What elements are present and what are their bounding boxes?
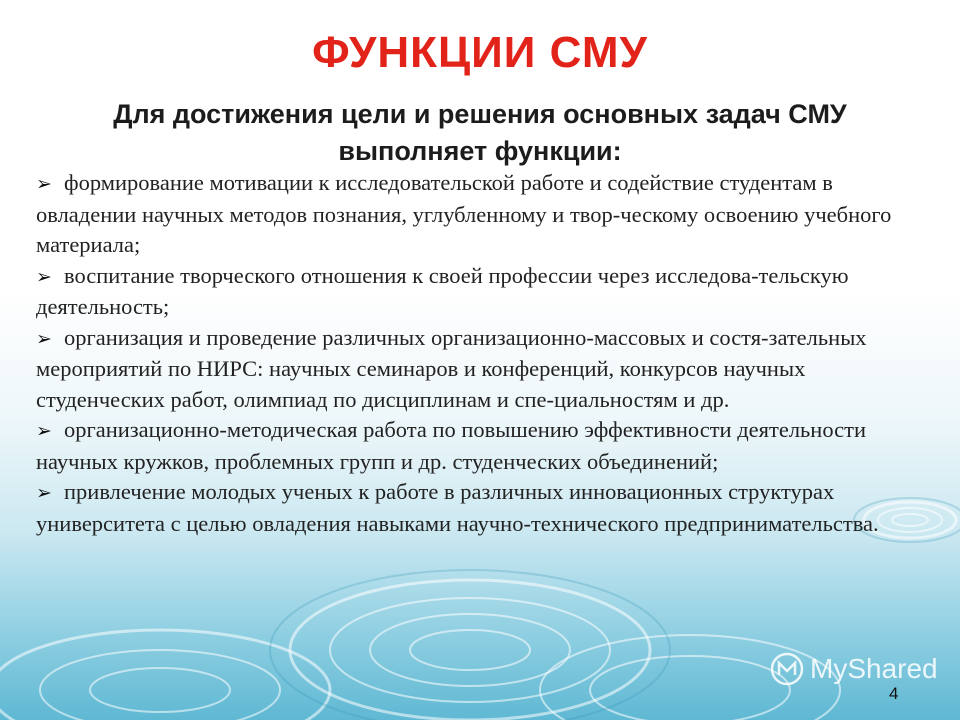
list-item-text: организационно-методическая работа по повышению эффективности деятельности научных кружков, проблемных групп и др. студенческих объединений; xyxy=(36,417,867,474)
arrow-bullet-icon: ➢ xyxy=(36,420,52,442)
myshared-logo-icon xyxy=(770,652,804,686)
list-item xyxy=(36,323,922,416)
list-item xyxy=(36,261,922,323)
slide-title: ФУНКЦИИ СМУ xyxy=(312,28,648,77)
watermark-text: MyShared xyxy=(810,653,938,684)
slide-subtitle: Для достижения цели и решения основных задач СМУ выполняет функции: xyxy=(113,99,847,166)
page-number: 4 xyxy=(889,684,899,703)
arrow-bullet-icon: ➢ xyxy=(36,327,52,350)
myshared-watermark xyxy=(770,652,938,686)
arrow-bullet-icon: ➢ xyxy=(36,173,52,195)
list-item-text: организация и проведение различных организационно-массовых и состя-зательных мероприятий по НИРС: научных семинаров и конференций, конкурсов научных студенческих работ, олимпиад по дисциплинам и спе-циальностям и др. xyxy=(36,324,867,412)
list-item-text: формирование мотивации к исследовательской работе и содействие студентам в овладении научных методов познания, углубленному и твор-ческому освоению учебного материала; xyxy=(36,170,892,257)
list-item xyxy=(36,415,922,477)
list-item xyxy=(36,477,922,539)
list-item xyxy=(36,168,922,261)
arrow-bullet-icon: ➢ xyxy=(36,482,52,504)
list-item-text: воспитание творческого отношения к своей профессии через исследова-тельскую деятельность; xyxy=(36,262,849,319)
arrow-bullet-icon: ➢ xyxy=(36,265,52,288)
functions-list xyxy=(36,168,922,539)
list-item-text: привлечение молодых ученых к работе в различных инновационных структурах университета с целью овладения навыками научно-технического предпринимательства. xyxy=(36,479,879,536)
